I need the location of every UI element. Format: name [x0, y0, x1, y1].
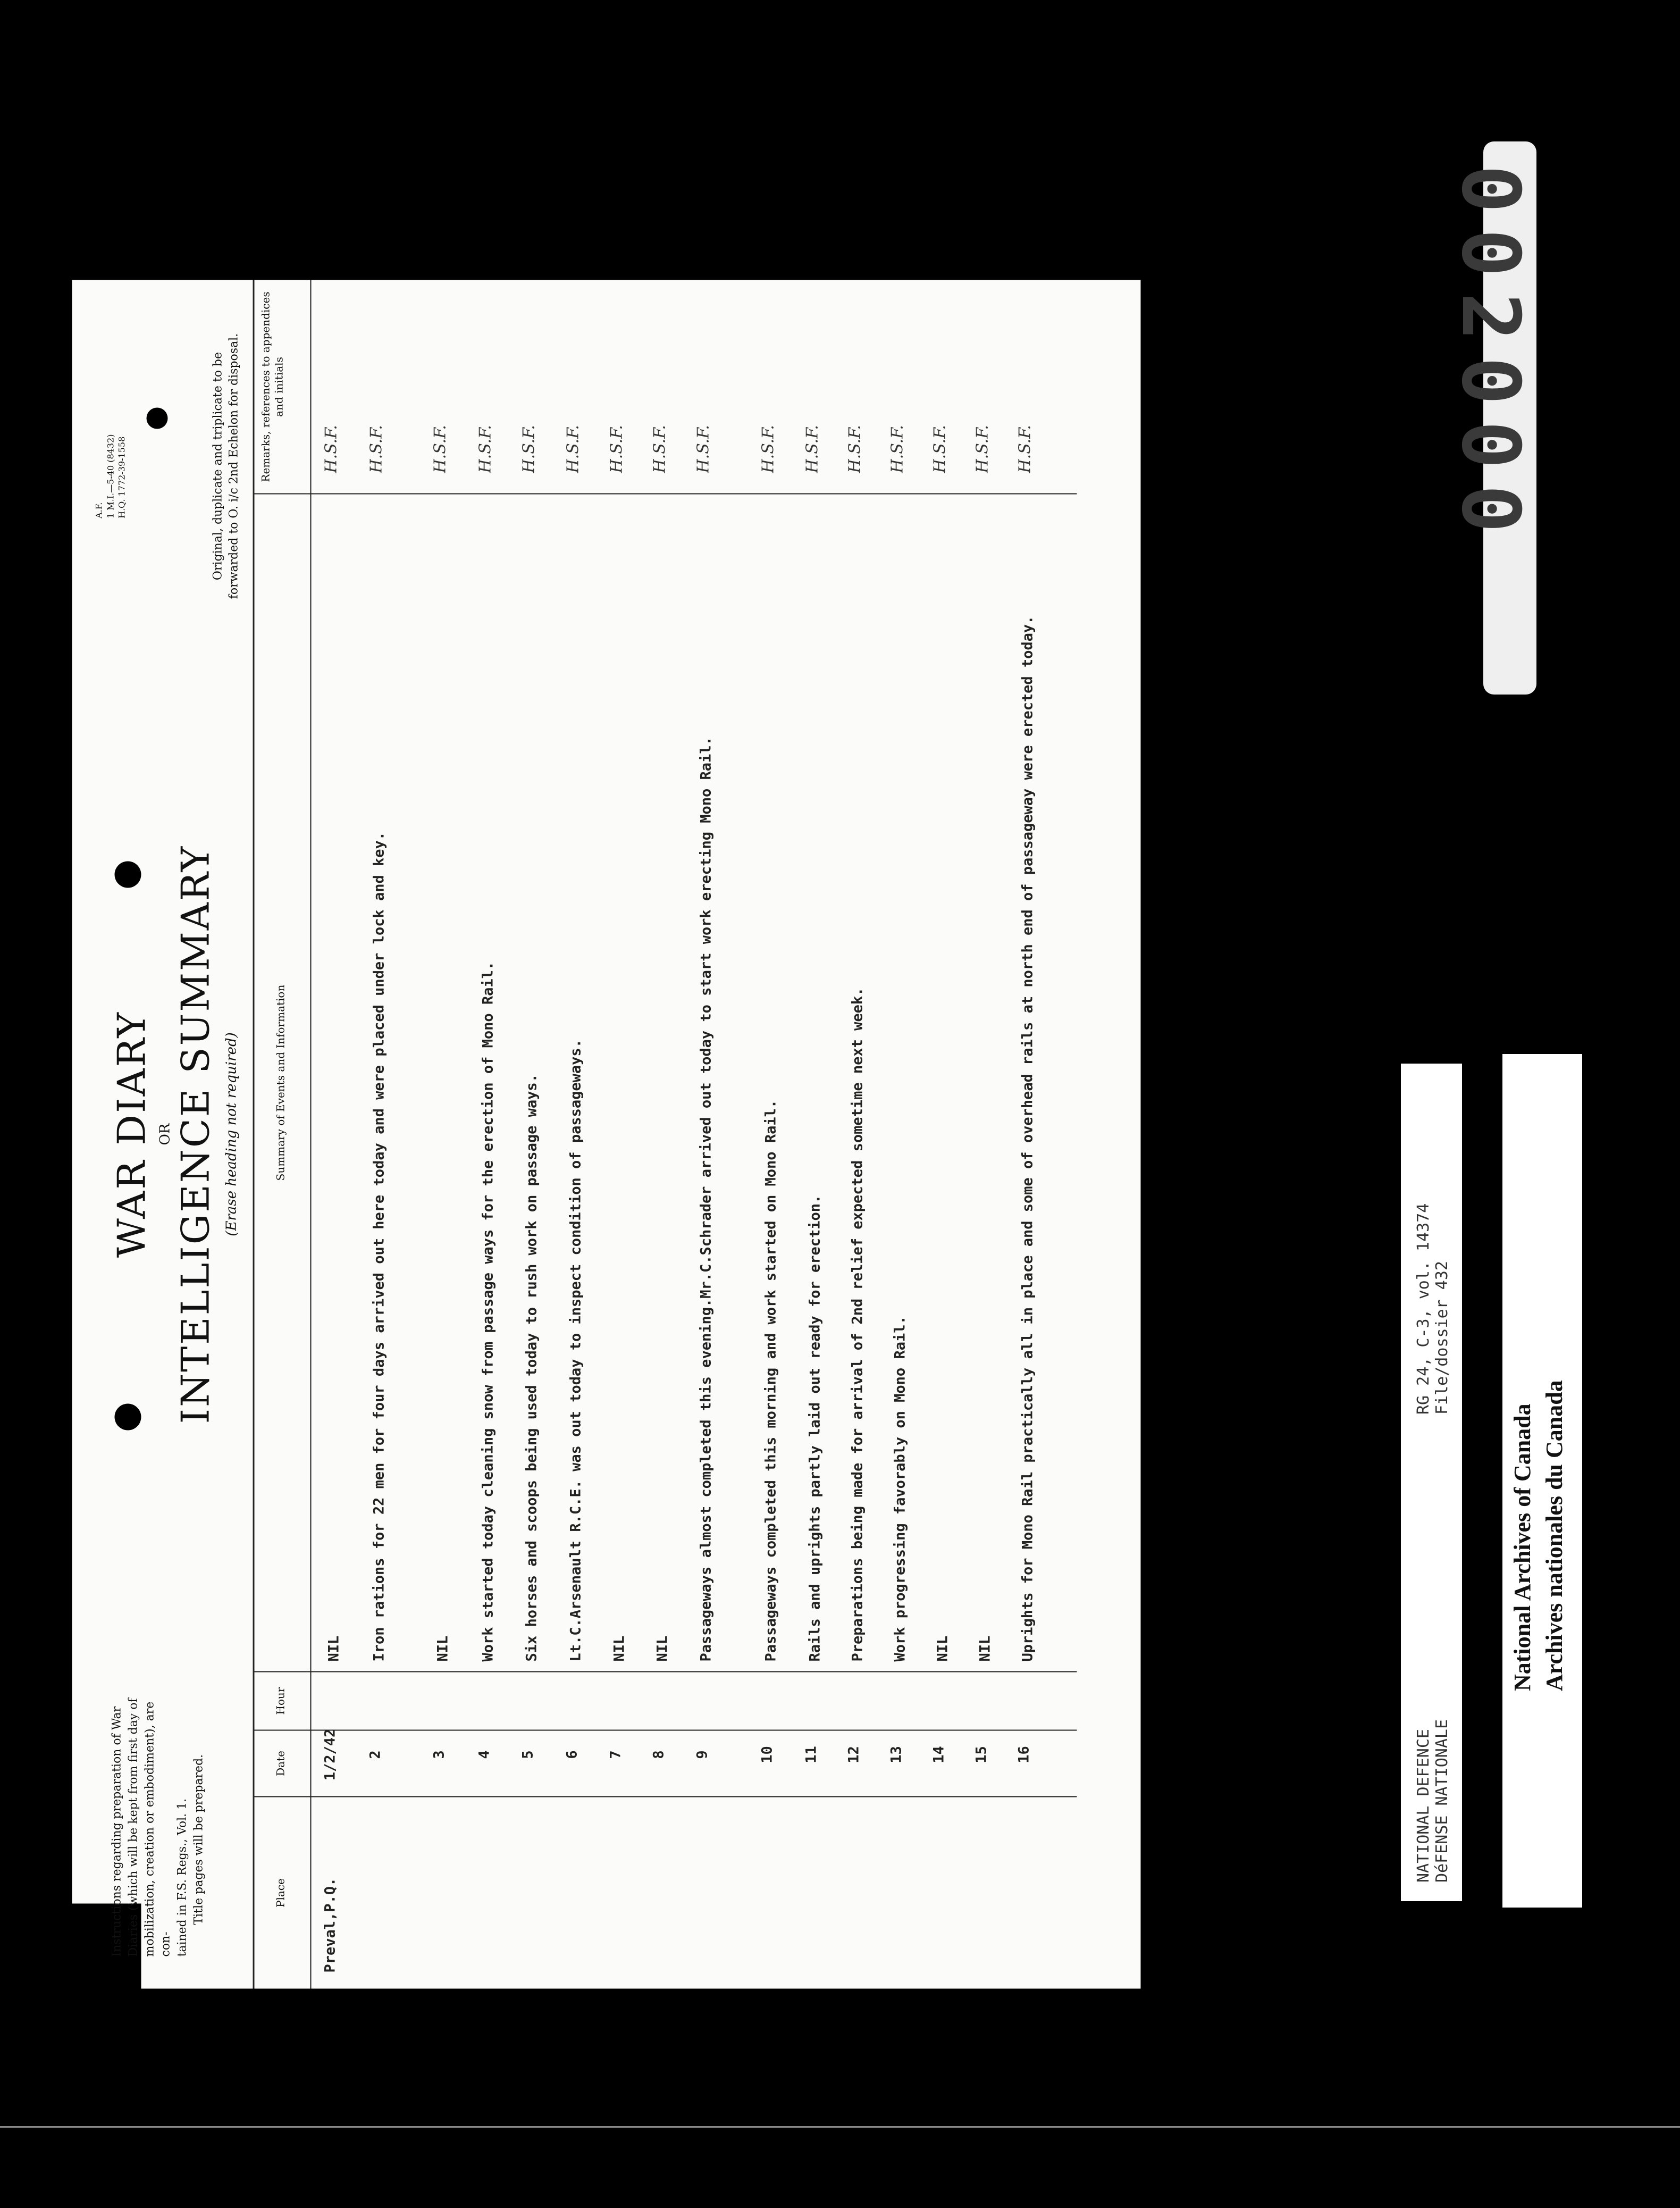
col-divider: [253, 1796, 1077, 1797]
entry-date: 2: [367, 1750, 383, 1759]
entry-date: 14: [930, 1745, 947, 1763]
entry-date: 12: [845, 1745, 862, 1763]
entry-date: 10: [759, 1745, 775, 1763]
entry-initials: H.S.F.: [1015, 424, 1034, 473]
instruction-line: mobilization, creation or embodiment), are con-: [142, 1701, 173, 1956]
entry-initials: H.S.F.: [845, 424, 864, 473]
entry-initials: H.S.F.: [759, 424, 777, 473]
col-head-place: Place: [274, 1878, 287, 1908]
entry-date: 11: [803, 1745, 819, 1763]
scan-edge-line: [0, 2126, 1680, 2128]
table-top-rule: [253, 280, 254, 1988]
archive-name-fr: Archives nationales du Canada: [1541, 1380, 1567, 1691]
entry-initials: H.S.F.: [476, 424, 494, 473]
entry-text: Passageways completed this morning and work started on Mono Rail.: [762, 1099, 779, 1661]
entry-initials: H.S.F.: [607, 424, 626, 473]
instruction-line: Instructions regarding preparation of War: [110, 1706, 123, 1956]
entry-initials: H.S.F.: [650, 424, 669, 473]
dept-name-fr: DéFENSE NATIONALE: [1433, 1719, 1451, 1883]
entry-text: NIL: [325, 1635, 342, 1661]
entry-date: 7: [607, 1750, 624, 1759]
instruction-line: Title pages will be prepared.: [191, 1754, 205, 1925]
entry-text: Six horses and scoops being used today to rush work on passage ways.: [523, 1073, 540, 1661]
entry-date: 9: [694, 1750, 710, 1759]
entry-date: 5: [519, 1750, 536, 1759]
entry-initials: H.S.F.: [694, 424, 712, 473]
title-intelligence-summary: INTELLIGENCE SUMMARY: [173, 844, 217, 1424]
entry-text: NIL: [977, 1635, 993, 1661]
entry-initials: H.S.F.: [519, 424, 538, 473]
entry-date: 8: [650, 1750, 667, 1759]
form-code: [93, 434, 128, 518]
instruction-line: tained in F.S. Regs., Vol. 1.: [175, 1798, 189, 1956]
frame-number: 002000: [1444, 165, 1536, 549]
entry-text: NIL: [654, 1635, 670, 1661]
entry-text: Rails and uprights partly laid out ready for erection.: [807, 1194, 823, 1661]
entry-date: 6: [564, 1750, 580, 1759]
entry-text: NIL: [934, 1635, 951, 1661]
entry-initials: H.S.F.: [367, 424, 385, 473]
entry-text: Uprights for Mono Rail practically all in place and some of overhead rails at north end of passageway were erected today.: [1019, 615, 1036, 1661]
subtitle-erase-heading: (Erase heading not required): [223, 1032, 239, 1236]
entry-initials: H.S.F.: [930, 424, 949, 473]
archive-name-en: National Archives of Canada: [1509, 1403, 1535, 1691]
entry-text: NIL: [611, 1635, 627, 1661]
entry-initials: H.S.F.: [803, 424, 821, 473]
entry-initials: H.S.F.: [431, 424, 449, 473]
forwarding-note: Original, duplicate and triplicate to be forwarded to O. i/c 2nd Echelon for disposal.: [211, 333, 240, 599]
entry-initials: H.S.F.: [322, 424, 340, 473]
title-or: OR: [157, 1123, 173, 1145]
war-diary-sheet: [72, 280, 1140, 1988]
form-code-line: A.F.: [94, 502, 104, 518]
entry-text: Passageways almost completed this evening.Mr.C.Schrader arrived out today to start work erecting Mono Rail.: [698, 736, 714, 1661]
entry-date: 13: [888, 1745, 904, 1763]
entry-initials: H.S.F.: [888, 424, 906, 473]
punch-hole-top-right: [146, 407, 167, 429]
archive-reference-line1: RG 24, C-3, vol. 14374: [1414, 1203, 1433, 1415]
entry-date: 16: [1015, 1745, 1032, 1763]
entry-text: Lt.C.Arsenault R.C.E. was out today to inspect condition of passageways.: [567, 1039, 584, 1661]
title-war-diary: WAR DIARY: [109, 1010, 154, 1258]
entry-date: 1/2/42: [322, 1728, 338, 1780]
col-head-date: Date: [274, 1750, 287, 1776]
entry-text: Work started today cleaning snow from passage ways for the erection of Mono Rail.: [480, 961, 496, 1661]
form-code-line: 1 M.I.—5-40 (8432): [105, 434, 115, 518]
entry-text: Work progressing favorably on Mono Rail.: [892, 1315, 908, 1661]
entry-text: Iron rations for 22 men for four days arrived out here today and were placed under lock and key.: [371, 831, 387, 1661]
col-divider: [253, 493, 1077, 494]
col-head-hour: Hour: [274, 1687, 287, 1714]
entry-text: NIL: [434, 1635, 451, 1661]
instruction-line: Diaries (which will be kept from first day of: [126, 1697, 140, 1956]
dept-name-en: NATIONAL DEFENCE: [1414, 1729, 1433, 1883]
archive-reference-line2: File/dossier 432: [1433, 1261, 1451, 1415]
table-header-rule: [310, 280, 311, 1988]
col-divider: [253, 1671, 1077, 1672]
entry-text: Preparations being made for arrival of 2nd relief expected sometime next week.: [849, 987, 866, 1661]
war-diary-page: [72, 280, 1140, 1988]
entry-place: Preval,P.Q.: [322, 1877, 338, 1972]
entry-date: 15: [973, 1745, 989, 1763]
entry-initials: H.S.F.: [973, 424, 992, 473]
entry-date: 4: [476, 1750, 492, 1759]
col-head-remarks: Remarks, references to appendices and initials: [259, 291, 285, 482]
entry-initials: H.S.F.: [564, 424, 582, 473]
col-head-summary: Summary of Events and Information: [274, 984, 287, 1181]
form-code-line: H.Q. 1772-39-1558: [116, 436, 127, 518]
entry-date: 3: [431, 1750, 447, 1759]
